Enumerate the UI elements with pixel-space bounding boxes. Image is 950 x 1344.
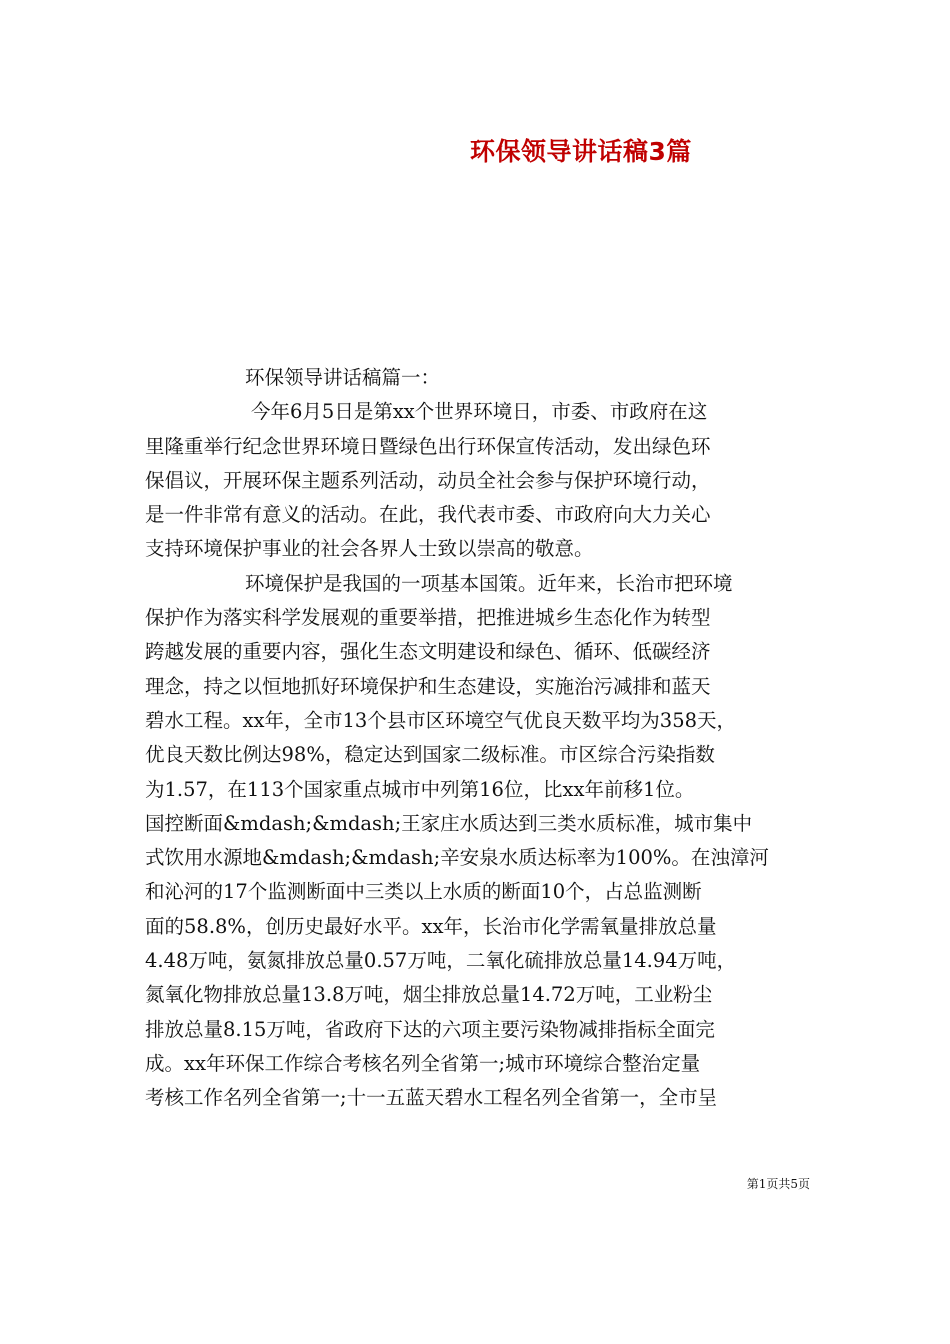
body-line: 4.48万吨，氨氮排放总量0.57万吨，二氧化硫排放总量14.94万吨， xyxy=(145,949,737,973)
page-number-footer: 第1页共5页 xyxy=(746,1177,810,1191)
body-line: 和沁河的17个监测断面中三类以上水质的断面10个，占总监测断 xyxy=(145,880,702,904)
document-title: 环保领导讲话稿3篇 xyxy=(470,137,692,166)
body-line: 考核工作名列全省第一;十一五蓝天碧水工程名列全省第一，全市呈 xyxy=(145,1086,718,1110)
body-line: 理念，持之以恒地抓好环境保护和生态建设，实施治污减排和蓝天 xyxy=(145,674,711,698)
body-line: 保护作为落实科学发展观的重要举措，把推进城乡生态化作为转型 xyxy=(145,606,711,630)
body-line: 国控断面&mdash;&mdash;王家庄水质达到三类水质标准，城市集中 xyxy=(145,811,753,835)
body-line: 成。xx年环保工作综合考核名列全省第一;城市环境综合整治定量 xyxy=(145,1051,701,1075)
body-line: 是一件非常有意义的活动。在此，我代表市委、市政府向大力关心 xyxy=(145,503,711,527)
body-line: 优良天数比例达98%，稳定达到国家二级标准。市区综合污染指数 xyxy=(145,743,715,767)
body-line: 环保领导讲话稿篇一： xyxy=(245,366,441,389)
body-line: 今年6月5日是第xx个世界环境日，市委、市政府在这 xyxy=(251,400,708,424)
body-line: 排放总量8.15万吨，省政府下达的六项主要污染物减排指标全面完 xyxy=(145,1017,715,1041)
body-line: 环境保护是我国的一项基本国策。近年来，长治市把环境 xyxy=(245,571,733,595)
body-line: 式饮用水源地&mdash;&mdash;辛安泉水质达标率为100%。在浊漳河 xyxy=(145,846,769,870)
body-line: 跨越发展的重要内容，强化生态文明建设和绿色、循环、低碳经济 xyxy=(145,640,711,664)
body-line: 里隆重举行纪念世界环境日暨绿色出行环保宣传活动，发出绿色环 xyxy=(145,434,711,458)
body-line: 保倡议，开展环保主题系列活动，动员全社会参与保护环境行动， xyxy=(145,468,711,492)
body-line: 面的58.8%，创历史最好水平。xx年，长治市化学需氧量排放总量 xyxy=(145,914,717,938)
body-line: 为1.57，在113个国家重点城市中列第16位，比xx年前移1位。 xyxy=(145,777,695,801)
body-line: 氮氧化物排放总量13.8万吨，烟尘排放总量14.72万吨，工业粉尘 xyxy=(145,983,713,1007)
body-line: 支持环境保护事业的社会各界人士致以崇高的敬意。 xyxy=(145,537,594,561)
document-body xyxy=(145,361,813,1116)
body-line: 碧水工程。xx年，全市13个县市区环境空气优良天数平均为358天， xyxy=(145,708,737,732)
